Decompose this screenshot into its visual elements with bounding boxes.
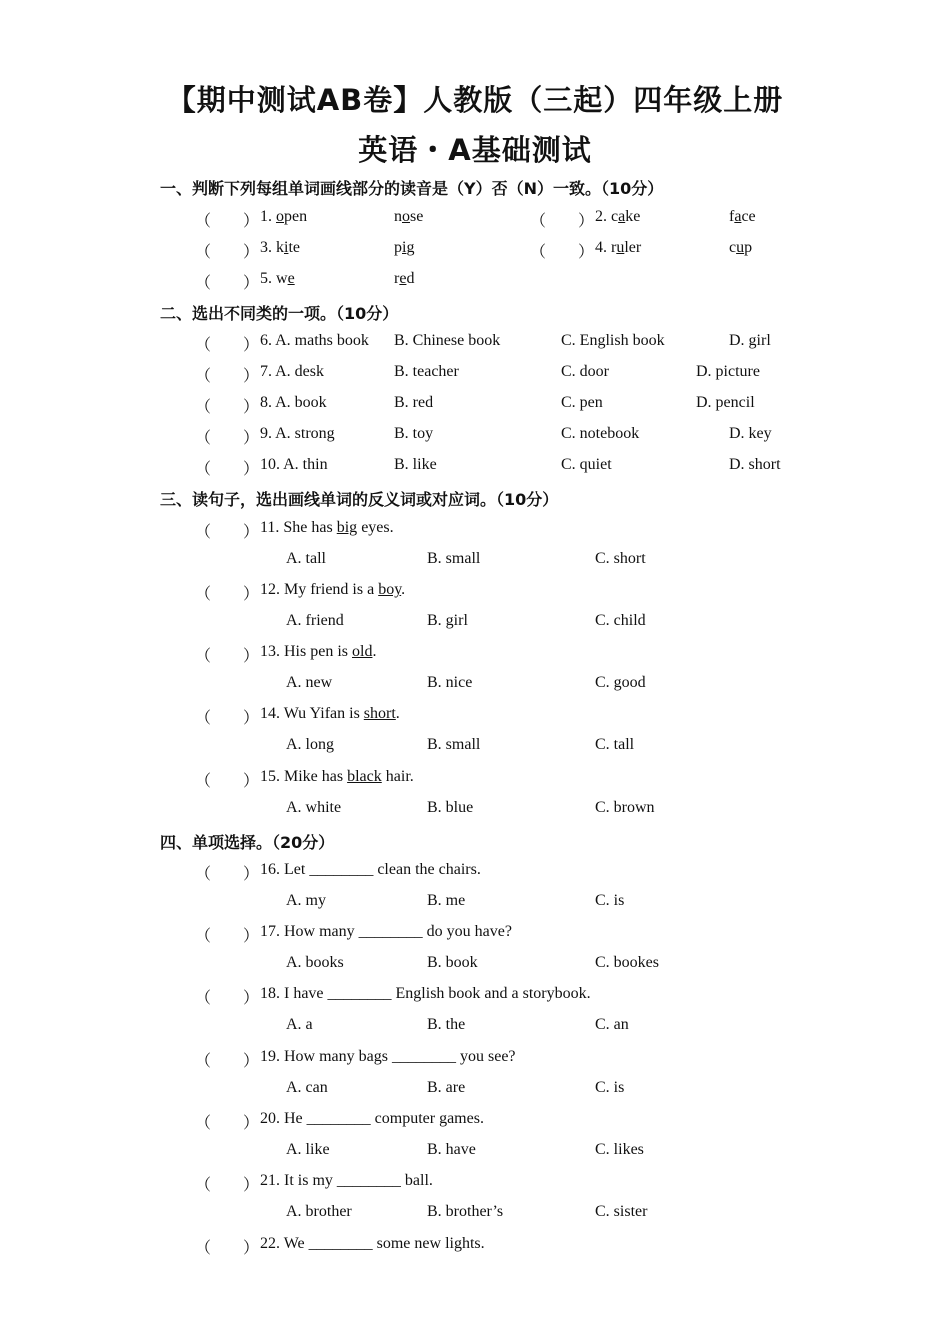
answer-bracket[interactable]: （ ） [195, 1177, 260, 1194]
answer-bracket[interactable]: （ ） [195, 928, 260, 945]
word-a: 4. ruler [595, 239, 642, 256]
word-b: cup [729, 239, 753, 256]
underlined-letter: i [402, 239, 407, 256]
section-heading: 三、读句子，选出画线单词的反义词或对应词。（10分） [160, 490, 559, 509]
answer-bracket[interactable]: （ ） [195, 586, 260, 603]
underlined-letter: o [402, 208, 410, 225]
question-stem: 8. A. book [260, 394, 327, 411]
option-a: A. a [286, 1016, 313, 1033]
question-stem: 20. He ________ computer games. [260, 1110, 484, 1127]
underlined-letter: u [736, 239, 745, 256]
option-c: C. pen [561, 394, 603, 411]
answer-bracket[interactable]: （ ） [195, 773, 260, 790]
option-d: D. picture [696, 363, 760, 380]
option-a: A. white [286, 799, 342, 816]
option-b: B. small [427, 550, 481, 567]
underlined-letter: e [287, 270, 295, 287]
word-b: red [394, 270, 415, 287]
option-b: B. brother’s [427, 1203, 504, 1220]
option-b: B. the [427, 1016, 466, 1033]
answer-bracket[interactable]: （ ） [530, 244, 595, 261]
option-b: B. book [427, 954, 478, 971]
option-a: A. long [286, 736, 334, 753]
word-b: face [729, 208, 756, 225]
option-b: B. nice [427, 674, 473, 691]
option-c: C. child [595, 612, 646, 629]
option-b: B. teacher [394, 363, 459, 380]
option-b: B. small [427, 736, 481, 753]
option-b: B. are [427, 1079, 466, 1096]
answer-bracket[interactable]: （ ） [530, 213, 595, 230]
option-c: C. is [595, 1079, 625, 1096]
question-stem: 10. A. thin [260, 456, 328, 473]
word-a: 3. kite [260, 239, 300, 256]
word-b: nose [394, 208, 424, 225]
option-d: D. pencil [696, 394, 755, 411]
option-a: A. books [286, 954, 344, 971]
answer-bracket[interactable]: （ ） [195, 399, 260, 416]
answer-bracket[interactable]: （ ） [195, 337, 260, 354]
question-stem: 15. Mike has black hair. [260, 768, 414, 785]
answer-bracket[interactable]: （ ） [195, 1115, 260, 1132]
question-stem: 21. It is my ________ ball. [260, 1172, 433, 1189]
question-stem: 6. A. maths book [260, 332, 369, 349]
option-c: C. tall [595, 736, 635, 753]
section-heading: 四、单项选择。（20分） [160, 833, 335, 852]
answer-bracket[interactable]: （ ） [195, 990, 260, 1007]
answer-bracket[interactable]: （ ） [195, 710, 260, 727]
word-a: 2. cake [595, 208, 641, 225]
answer-bracket[interactable]: （ ） [195, 1240, 260, 1257]
question-stem: 11. She has big eyes. [260, 519, 394, 536]
answer-bracket[interactable]: （ ） [195, 461, 260, 478]
word-a: 5. we [260, 270, 295, 287]
option-a: A. brother [286, 1203, 352, 1220]
option-b: B. have [427, 1141, 476, 1158]
option-b: B. Chinese book [394, 332, 501, 349]
option-c: C. good [595, 674, 646, 691]
answer-bracket[interactable]: （ ） [195, 866, 260, 883]
option-d: D. short [729, 456, 781, 473]
word-a: 1. open [260, 208, 308, 225]
option-b: B. me [427, 892, 466, 909]
option-c: C. an [595, 1016, 629, 1033]
underlined-letter: u [616, 239, 625, 256]
option-b: B. toy [394, 425, 434, 442]
question-stem: 12. My friend is a boy. [260, 581, 406, 598]
section-heading: 一、判断下列每组单词画线部分的读音是（Y）否（N）一致。（10分） [160, 179, 664, 198]
option-c: C. door [561, 363, 609, 380]
answer-bracket[interactable]: （ ） [195, 275, 260, 292]
answer-bracket[interactable]: （ ） [195, 648, 260, 665]
question-stem: 17. How many ________ do you have? [260, 923, 512, 940]
word-b: pig [394, 239, 415, 256]
option-a: A. can [286, 1079, 328, 1096]
section-heading: 二、选出不同类的一项。（10分） [160, 304, 399, 323]
answer-bracket[interactable]: （ ） [195, 244, 260, 261]
option-a: A. my [286, 892, 326, 909]
underlined-letter: a [618, 208, 626, 225]
option-b: B. girl [427, 612, 468, 629]
option-d: D. girl [729, 332, 771, 349]
question-stem: 18. I have ________ English book and a storybook. [260, 985, 591, 1002]
question-stem: 22. We ________ some new lights. [260, 1235, 485, 1252]
question-stem: 13. His pen is old. [260, 643, 377, 660]
underlined-word: old [352, 643, 373, 660]
question-stem: 19. How many bags ________ you see? [260, 1048, 516, 1065]
option-c: C. short [595, 550, 646, 567]
option-a: A. new [286, 674, 333, 691]
underlined-word: boy [378, 581, 402, 598]
answer-bracket[interactable]: （ ） [195, 213, 260, 230]
option-b: B. red [394, 394, 434, 411]
underlined-letter: o [276, 208, 284, 225]
answer-bracket[interactable]: （ ） [195, 1053, 260, 1070]
option-a: A. friend [286, 612, 344, 629]
option-c: C. is [595, 892, 625, 909]
answer-bracket[interactable]: （ ） [195, 430, 260, 447]
option-d: D. key [729, 425, 772, 442]
option-a: A. like [286, 1141, 330, 1158]
option-b: B. blue [427, 799, 474, 816]
option-b: B. like [394, 456, 437, 473]
underlined-letter: e [399, 270, 407, 287]
option-c: C. English book [561, 332, 665, 349]
option-c: C. brown [595, 799, 655, 816]
underlined-letter: i [284, 239, 289, 256]
exam-title: 【期中测试AB卷】人教版（三起）四年级上册 [166, 83, 784, 117]
question-stem: 16. Let ________ clean the chairs. [260, 861, 481, 878]
exam-subtitle: 英语・A基础测试 [358, 133, 592, 167]
answer-bracket[interactable]: （ ） [195, 524, 260, 541]
question-stem: 7. A. desk [260, 363, 324, 380]
option-c: C. likes [595, 1141, 644, 1158]
question-stem: 9. A. strong [260, 425, 335, 442]
option-c: C. notebook [561, 425, 640, 442]
option-c: C. sister [595, 1203, 648, 1220]
option-a: A. tall [286, 550, 326, 567]
underlined-letter: a [734, 208, 742, 225]
answer-bracket[interactable]: （ ） [195, 368, 260, 385]
underlined-word: big [336, 519, 358, 536]
option-c: C. bookes [595, 954, 659, 971]
underlined-word: short [363, 705, 396, 722]
option-c: C. quiet [561, 456, 612, 473]
underlined-word: black [347, 768, 382, 785]
question-stem: 14. Wu Yifan is short. [260, 705, 400, 722]
